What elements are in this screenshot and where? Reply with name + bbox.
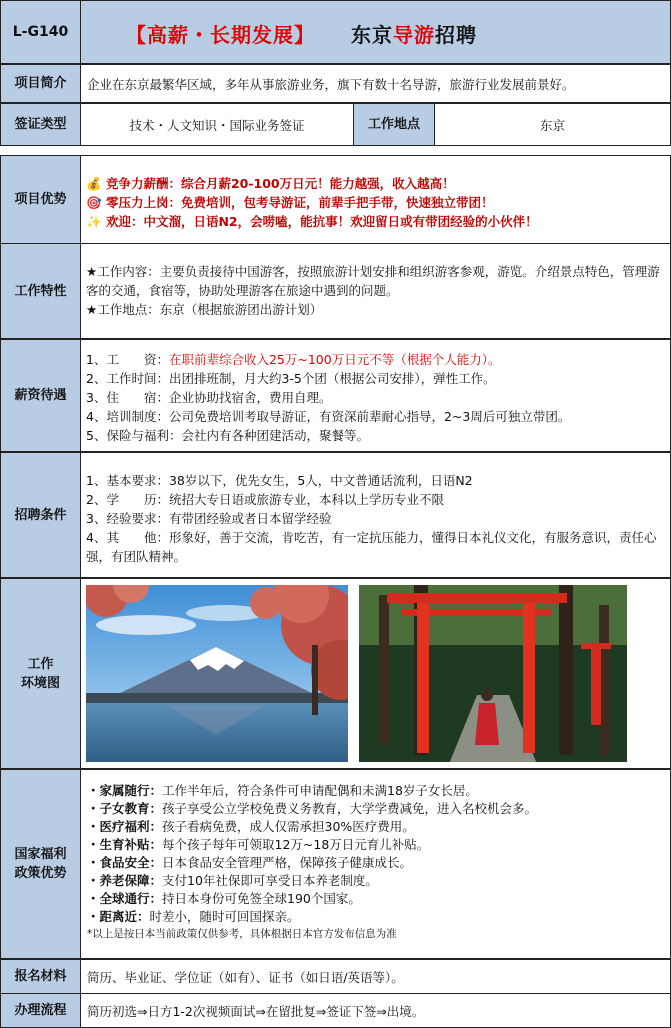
welfare-label: 国家福利 政策优势 xyxy=(0,769,81,959)
materials-cell xyxy=(80,959,671,994)
welfare-item: ・子女教育：孩子享受公立学校免费义务教育，大学学费减免，进入名校机会多。 xyxy=(87,801,538,816)
requirements-cell xyxy=(80,452,671,578)
materials-row xyxy=(0,959,671,994)
process-row xyxy=(0,993,671,1028)
title-cell xyxy=(80,0,671,64)
environment-cell xyxy=(80,578,671,769)
welfare-row xyxy=(0,769,671,959)
welfare-cell xyxy=(80,769,671,959)
salary-list xyxy=(86,350,666,445)
salary-item: 3、住 宿：企业协助找宿舍，费用自理。 xyxy=(86,390,332,405)
location-value-cell xyxy=(434,103,671,146)
advantages-row xyxy=(0,155,671,244)
salary-label: 薪资待遇 xyxy=(0,339,81,452)
intro-text: 企业在东京最繁华区域，多年从事旅游业务，旗下有数十名导游，旅游行业发展前景好。 xyxy=(87,77,575,92)
requirement-item: 3、经验要求：有带团经验或者日本留学经验 xyxy=(86,511,332,526)
intro-label: 项目简介 xyxy=(0,64,81,103)
materials-label: 报名材料 xyxy=(0,959,81,994)
advantage-item: 🎯 零压力上岗：免费培训，包考导游证，前辈手把手带，快速独立带团！ xyxy=(86,195,494,210)
visa-value-cell xyxy=(80,103,354,146)
advantage-item: 💰 竞争力薪酬：综合月薪20-100万日元！能力越强，收入越高！ xyxy=(86,176,455,191)
header-row xyxy=(0,0,671,64)
requirements-row xyxy=(0,452,671,578)
welfare-note: *以上是按日本当前政策仅供参考，具体根据日本官方发布信息为准 xyxy=(87,928,397,940)
requirements-list xyxy=(86,471,664,566)
torii-gate-photo xyxy=(359,585,627,762)
features-line: ★工作内容：主要负责接待中国游客，按照旅游计划安排和组织游客参观，游览。介绍景点特色，管理游客的交通，食宿等，协助处理游客在旅途中遇到的问题。 xyxy=(86,264,660,298)
requirement-item: 4、其 他：形象好，善于交流，肯吃苦，有一定抗压能力，懂得日本礼仪文化，有服务意识，责任心强，有团队精神。 xyxy=(86,530,657,564)
money-bag-icon: 💰 xyxy=(86,176,102,191)
welfare-item: ・生育补贴：每个孩子每年可领取12万~18万日元育儿补贴。 xyxy=(87,837,430,852)
requirements-label: 招聘条件 xyxy=(0,452,81,578)
location-label: 工作地点 xyxy=(353,103,435,146)
location-value: 东京 xyxy=(539,118,565,133)
features-label: 工作特性 xyxy=(0,243,81,339)
requirement-item: 1、基本要求：38岁以下，优先女生，5人，中文普通话流利，日语N2 xyxy=(86,473,473,488)
intro-row xyxy=(0,64,671,103)
welfare-item: ・家属随行：工作半年后，符合条件可申请配偶和未满18岁子女长居。 xyxy=(87,783,478,798)
welfare-item: ・食品安全：日本食品安全管理严格，保障孩子健康成长。 xyxy=(87,855,413,870)
advantage-item: ✨ 欢迎：中文溜，日语N2，会唠嗑，能抗事！欢迎留日或有带团经验的小伙伴！ xyxy=(86,214,538,229)
sparkles-icon: ✨ xyxy=(86,214,102,229)
features-line: ★工作地点：东京（根据旅游团出游计划） xyxy=(86,302,323,317)
environment-row xyxy=(0,578,671,769)
mount-fuji-image xyxy=(86,585,348,762)
salary-item: 2、工作时间：出团排班制，月大约3-5个团（根据公司安排），弹性工作。 xyxy=(86,371,496,386)
process-label: 办理流程 xyxy=(0,993,81,1028)
advantages-label: 项目优势 xyxy=(0,155,81,244)
mount-fuji-photo xyxy=(86,585,348,762)
welfare-item: ・距离近：时差小，随时可回国探亲。 xyxy=(87,909,300,924)
welfare-item: ・医疗福利：孩子看病免费，成人仅需承担30%医疗费用。 xyxy=(87,819,415,834)
features-row xyxy=(0,243,671,339)
welfare-list xyxy=(87,782,666,943)
salary-row xyxy=(0,339,671,452)
features-cell xyxy=(80,243,671,339)
target-icon: 🎯 xyxy=(86,195,102,210)
torii-gate-image xyxy=(359,585,627,762)
advantages-list xyxy=(86,174,538,231)
process-cell xyxy=(80,993,671,1028)
advantages-cell xyxy=(80,155,671,244)
materials-text: 简历、毕业证、学位证（如有）、证书（如日语/英语等）。 xyxy=(87,970,404,985)
salary-item: 5、保险与福利：会社内有各种团建活动，聚餐等。 xyxy=(86,428,369,443)
visa-row xyxy=(0,103,671,146)
features-text xyxy=(86,262,664,319)
project-code: L-G140 xyxy=(0,0,81,64)
welfare-item: ・全球通行：持日本身份可免签全球190个国家。 xyxy=(87,891,361,906)
process-text: 简历初选⇒日方1-2次视频面试⇒在留批复⇒签证下签⇒出境。 xyxy=(87,1004,425,1019)
visa-label: 签证类型 xyxy=(0,103,81,146)
visa-value: 技术・人文知识・国际业务签证 xyxy=(129,118,305,133)
environment-label: 工作 环境图 xyxy=(0,578,81,769)
salary-item: 4、培训制度：公司免费培训考取导游证，有资深前辈耐心指导，2~3周后可独立带团。 xyxy=(86,409,571,424)
intro-cell xyxy=(80,64,671,103)
page-title: 【高薪・长期发展】 东京导游招聘 xyxy=(126,23,477,47)
welfare-item: ・养老保障：支付10年社保即可享受日本养老制度。 xyxy=(87,873,378,888)
requirement-item: 2、学 历：统招大专日语或旅游专业，本科以上学历专业不限 xyxy=(86,492,444,507)
salary-item: 1、工 资：在职前辈综合收入25万~100万日元不等（根据个人能力）。 xyxy=(86,352,501,367)
salary-cell xyxy=(80,339,671,452)
